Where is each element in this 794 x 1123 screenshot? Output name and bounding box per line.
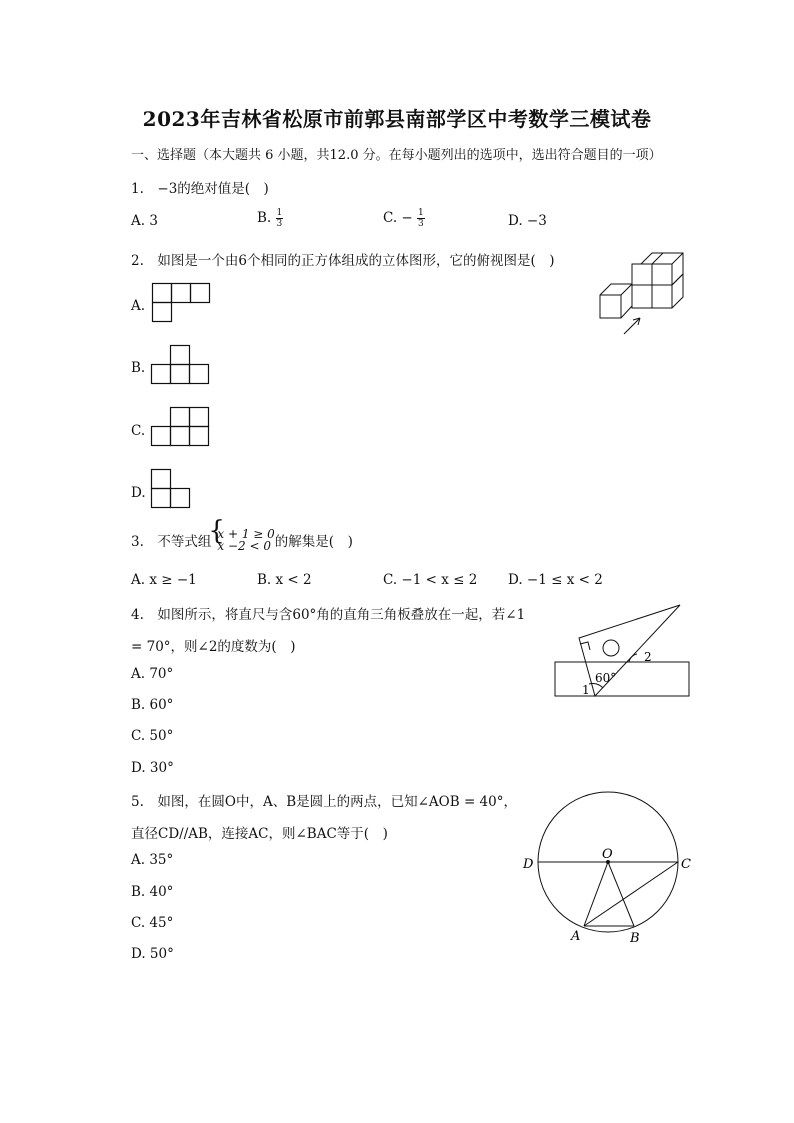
question-4-stem-line-2: = 70°，则∠2的度数为( ) (131, 639, 296, 655)
option-c-label: C. − (383, 210, 413, 226)
option-d-figure (151, 469, 196, 509)
question-2-option-a: A. (131, 298, 146, 314)
denominator: 3 (276, 219, 283, 229)
question-1-option-c (383, 208, 425, 229)
question-1-stem: 1. −3的绝对值是( ) (131, 181, 269, 197)
option-a-figure (152, 283, 212, 323)
fraction (417, 208, 425, 229)
option-b-figure (151, 345, 211, 385)
section-heading: 一、选择题（本大题共 6 小题，共12.0 分。在每小题列出的选项中，选出符合题目的一项） (131, 148, 662, 163)
question-1-option-b (257, 208, 283, 229)
question-5-stem-line-1: 5. 如图，在圆O中，A、B是圆上的两点，已知∠AOB = 40°， (131, 794, 517, 810)
question-4-stem-line-1: 4. 如图所示，将直尺与含60°角的直角三角板叠放在一起，若∠1 (131, 607, 526, 623)
question-5-option-d: D. 50° (131, 946, 174, 962)
question-3-suffix: 的解集是( ) (274, 534, 353, 550)
segment-ac (584, 862, 678, 926)
question-4-option-d: D. 30° (131, 760, 174, 776)
page-title: 2023年吉林省松原市前郭县南部学区中考数学三模试卷 (142, 107, 652, 131)
question-4-option-a: A. 70° (131, 666, 174, 682)
angle-1-label: 1 (582, 683, 590, 697)
inequality-line-2: x −2 < 0 (217, 539, 271, 553)
question-2-option-b: B. (131, 360, 146, 376)
question-3-prefix: 3. 不等式组 (131, 534, 212, 550)
question-4-option-c: C. 50° (131, 728, 174, 744)
question-3-option-d: D. −1 ≤ x < 2 (508, 572, 603, 588)
question-3-option-a: A. x ≥ −1 (131, 572, 197, 588)
question-4-option-b: B. 60° (131, 697, 174, 713)
question-3-option-c: C. −1 < x ≤ 2 (383, 572, 478, 588)
question-5-option-c: C. 45° (131, 915, 174, 931)
question-3-stem (131, 528, 353, 552)
denominator: 3 (418, 219, 424, 229)
label-b: B (630, 931, 640, 946)
question-3-option-b: B. x < 2 (257, 572, 312, 588)
inequality-line-1: { x + 1 ≥ 0 (217, 527, 275, 541)
option-b-label: B. (257, 210, 272, 226)
triangle-hole (603, 640, 619, 656)
label-o: O (602, 847, 613, 862)
label-a: A (571, 929, 581, 944)
angle-2-label: 2 (644, 650, 652, 664)
circle-figure (518, 790, 698, 950)
question-1-option-a: A. 3 (131, 213, 158, 229)
label-c: C (681, 857, 691, 872)
question-5-option-b: B. 40° (131, 884, 174, 900)
option-c-figure (151, 407, 211, 447)
question-2-option-d: D. (131, 485, 146, 501)
ruler-triangle-figure (553, 602, 693, 702)
cube-solid-figure (596, 248, 691, 338)
question-1-option-d: D. −3 (508, 213, 547, 229)
fraction (276, 208, 284, 229)
inequality-system (211, 528, 274, 552)
numerator: 1 (276, 208, 283, 218)
question-2-stem: 2. 如图是一个由6个相同的正方体组成的立体图形，它的俯视图是( ) (131, 253, 555, 269)
numerator: 1 (418, 208, 424, 218)
question-5-stem-line-2: 直径CD//AB，连接AC，则∠BAC等于( ) (131, 826, 388, 842)
question-2-option-c: C. (131, 423, 146, 439)
angle-60-label: 60° (595, 671, 617, 685)
label-d: D (523, 857, 534, 872)
question-5-option-a: A. 35° (131, 852, 174, 868)
